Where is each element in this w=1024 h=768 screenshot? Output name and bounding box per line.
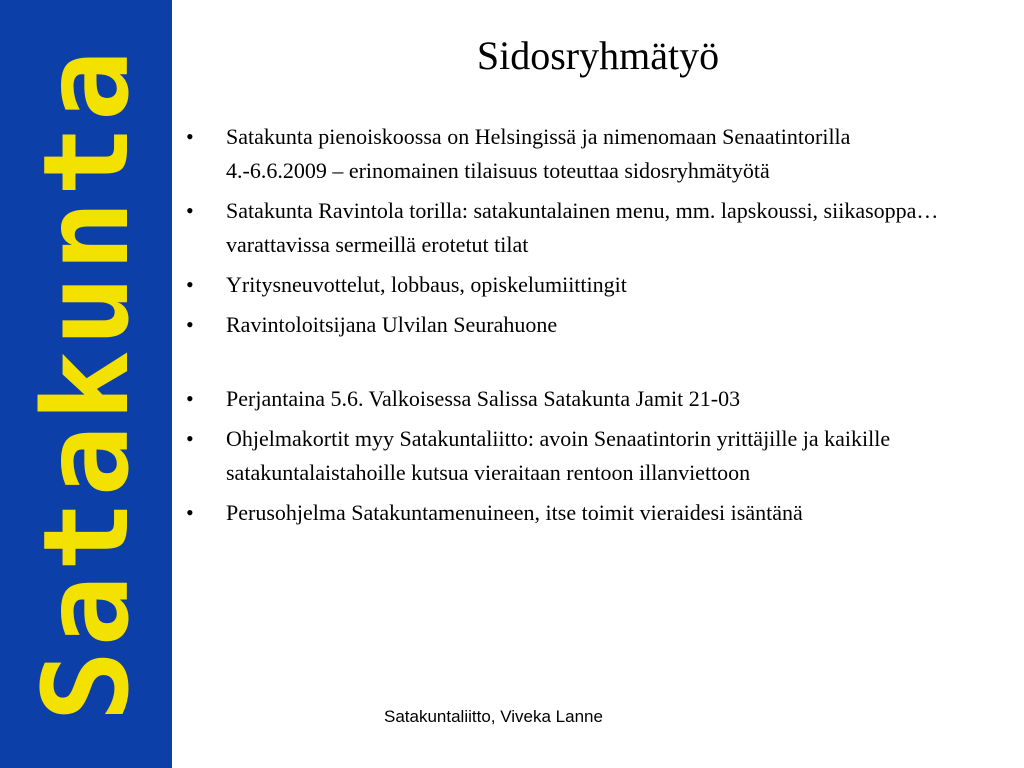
bullet-list [180,120,940,536]
bullet-text: Yritysneuvottelut, lobbaus, opiskelumiittingit [226,272,627,297]
brand-logo-text: Satakunta [17,46,155,722]
bullet-item [180,120,940,188]
slide-footer: Satakuntaliitto, Viveka Lanne [384,707,603,726]
bullet-item [180,422,940,490]
bullet-item [180,194,940,262]
bullet-item [180,496,940,530]
bullet-dot-icon: • [186,426,194,451]
bullet-text: Satakunta pienoiskoossa on Helsingissä ja nimenomaan Senaatintorilla 4.-6.6.2009 – erinomainen tilaisuus toteuttaa sidosryhmätyötä [226,124,851,183]
bullet-dot-icon: • [186,312,194,337]
bullet-item [180,268,940,302]
bullet-text: Ravintoloitsijana Ulvilan Seurahuone [226,312,558,337]
bullet-item [180,382,940,416]
bullet-dot-icon: • [186,386,194,411]
bullet-dot-icon: • [186,500,194,525]
bullet-text: Perjantaina 5.6. Valkoisessa Salissa Satakunta Jamit 21-03 [226,386,741,411]
bullet-text: Perusohjelma Satakuntamenuineen, itse toimit vieraidesi isäntänä [226,500,803,525]
bullet-text: Satakunta Ravintola torilla: satakuntalainen menu, mm. lapskoussi, siikasoppa…varattavissa sermeillä erotetut tilat [226,198,939,257]
side-banner [0,0,172,768]
bullet-dot-icon: • [186,198,194,223]
bullet-dot-icon: • [186,272,194,297]
bullet-item [180,308,940,342]
bullet-dot-icon: • [186,124,194,149]
bullet-text: Ohjelmakortit myy Satakuntaliitto: avoin Senaatintorin yrittäjille ja kaikille satakuntalaistahoille kutsua vieraitaan rentoon illanviettoon [226,426,891,485]
slide-title: Sidosryhmätyö [476,33,720,78]
